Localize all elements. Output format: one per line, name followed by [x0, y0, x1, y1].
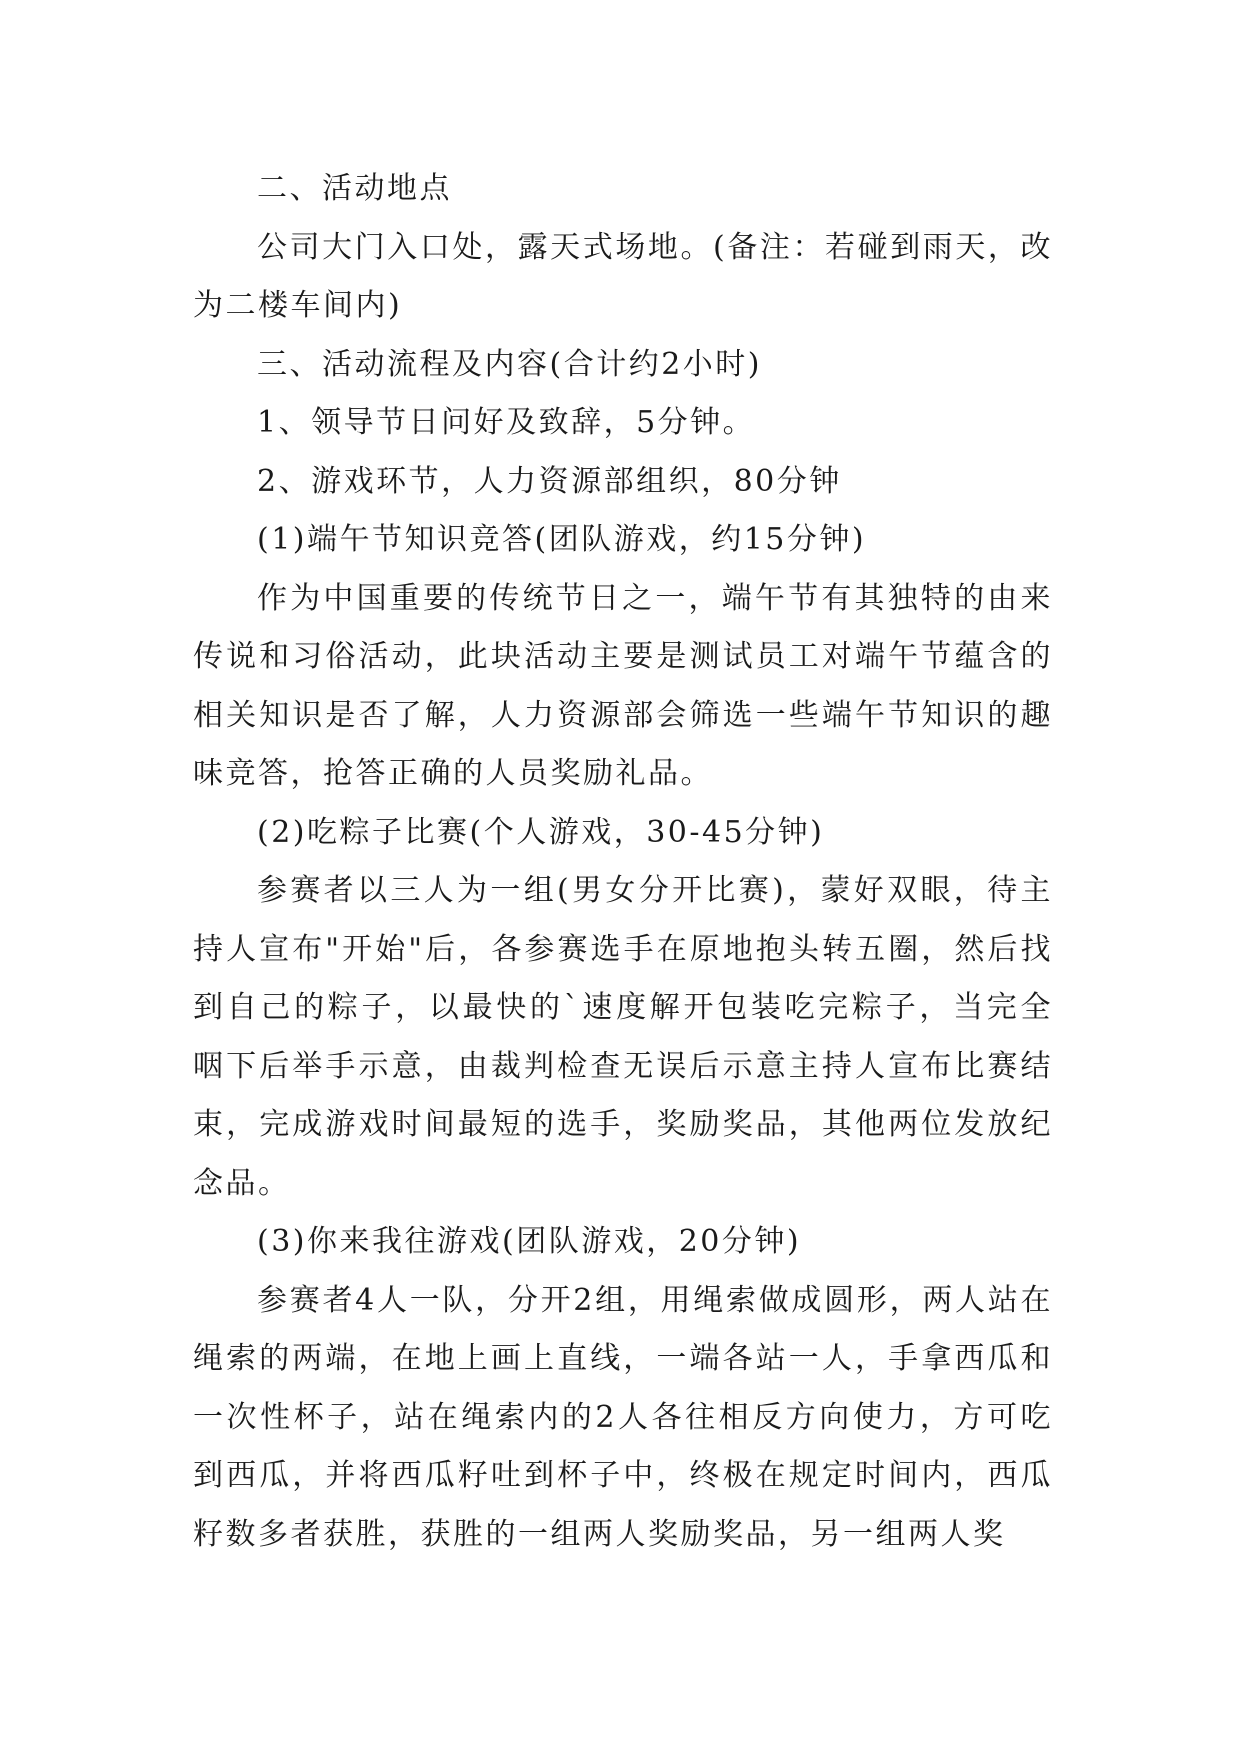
game-3-description: 参赛者4人一队，分开2组，用绳索做成圆形，两人站在绳索的两端，在地上画上直线，一端各站一人，手拿西瓜和一次性杯子，站在绳索内的2人各往相反方向使力，方可吃到西瓜，并将西瓜籽吐到杯子中，终极在规定时间内，西瓜籽数多者获胜，获胜的一组两人奖励奖品，另一组两人奖 [193, 1282, 1053, 1552]
game-3-heading: (3)你来我往游戏(团队游戏，20分钟) [257, 1224, 802, 1259]
game-2-description: 参赛者以三人为一组(男女分开比赛)，蒙好双眼，待主持人宣布"开始"后，各参赛选手在原地抱头转五圈，然后找到自己的粽子，以最快的`速度解开包装吃完粽子，当完全咽下后举手示意，由裁判检查无误后示意主持人宣布比赛结束，完成游戏时间最短的选手，奖励奖品，其他两位发放纪念品。 [193, 873, 1053, 1201]
game-1-heading: (1)端午节知识竞答(团队游戏，约15分钟) [257, 522, 867, 557]
location-text: 公司大门入口处，露天式场地。(备注：若碰到雨天，改为二楼车间内) [193, 229, 1053, 323]
game-1-description: 作为中国重要的传统节日之一，端午节有其独特的由来传说和习俗活动，此块活动主要是测试员工对端午节蕴含的相关知识是否了解，人力资源部会筛选一些端午节知识的趣味竞答，抢答正确的人员奖励礼品。 [193, 580, 1053, 791]
game-2-heading: (2)吃粽子比赛(个人游戏，30-45分钟) [257, 814, 825, 850]
process-item-1: 1、领导节日问好及致辞，5分钟。 [257, 405, 756, 440]
section-heading-process: 三、活动流程及内容(合计约2小时) [257, 346, 762, 382]
process-item-2: 2、游戏环节，人力资源部组织，80分钟 [257, 463, 842, 499]
section-heading-location: 二、活动地点 [257, 171, 452, 206]
document-body [193, 160, 1053, 1564]
